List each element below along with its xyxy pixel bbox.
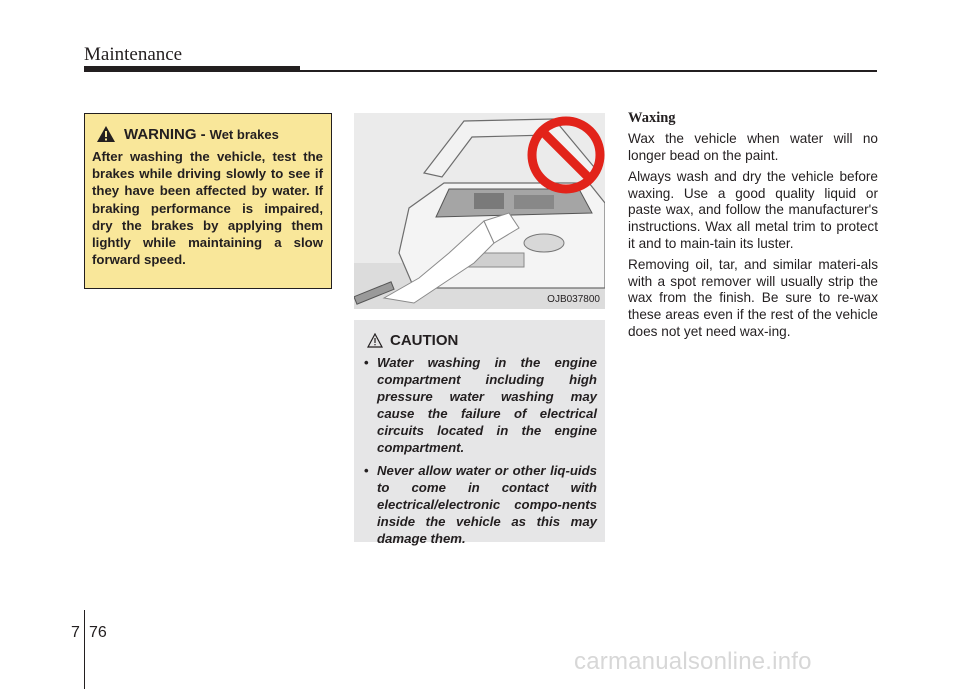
no-engine-washing-illustration-icon (354, 113, 605, 309)
bullet-icon: • (364, 463, 369, 478)
figure-code: OJB037800 (547, 294, 600, 305)
waxing-paragraph: Removing oil, tar, and similar materi-als with a spot remover will usually strip the wax from the finish. Be sure to re-wax these areas even if the rest of the vehicle does not yet need wax-ing. (628, 257, 878, 339)
caution-list (362, 354, 597, 547)
page-header-title: Maintenance (84, 44, 183, 65)
waxing-section (628, 110, 878, 345)
caution-item-text: Never allow water or other liq-uids to come in contact with electrical/electronic compo-nents inside the vehicle as this may damage them. (377, 463, 597, 546)
caution-item (362, 354, 597, 456)
bullet-icon: • (364, 355, 369, 370)
watermark-text: carmanualsonline.info (574, 648, 812, 675)
warning-subject: Wet brakes (209, 126, 279, 142)
warning-heading (96, 124, 323, 144)
caution-heading (367, 330, 597, 350)
footer-divider (84, 610, 85, 689)
warning-text: After washing the vehicle, test the brakes while driving slowly to see if they have been affected by water. If braking performance is impaired, dry the brakes by applying them lightly while maintaining a slow forward speed. (92, 149, 323, 268)
waxing-paragraph: Wax the vehicle when water will no longer bead on the paint. (628, 131, 878, 163)
caution-box (354, 320, 605, 546)
caution-label: CAUTION (390, 331, 459, 349)
waxing-title: Waxing (628, 110, 676, 126)
header-rule-thick (84, 66, 300, 72)
header-rule-thin (300, 70, 877, 72)
caution-triangle-icon (367, 333, 383, 348)
warning-box (84, 113, 332, 289)
waxing-paragraph: Always wash and dry the vehicle before waxing. Use a good quality liquid or paste wax, and follow the manufacturer's instructions. Wax all metal trim to protect it and to main-tain its luster. (628, 169, 878, 251)
engine-wash-illustration (354, 113, 605, 309)
caution-item-text: Water washing in the engine compartment including high pressure water washing may cause the failure of electrical circuits located in the engine compartment. (377, 355, 597, 455)
warning-label: WARNING - (124, 125, 206, 143)
page-number: 76 (89, 624, 107, 641)
chapter-number: 7 (71, 624, 80, 641)
warning-triangle-icon (96, 125, 116, 143)
caution-item (362, 462, 597, 547)
